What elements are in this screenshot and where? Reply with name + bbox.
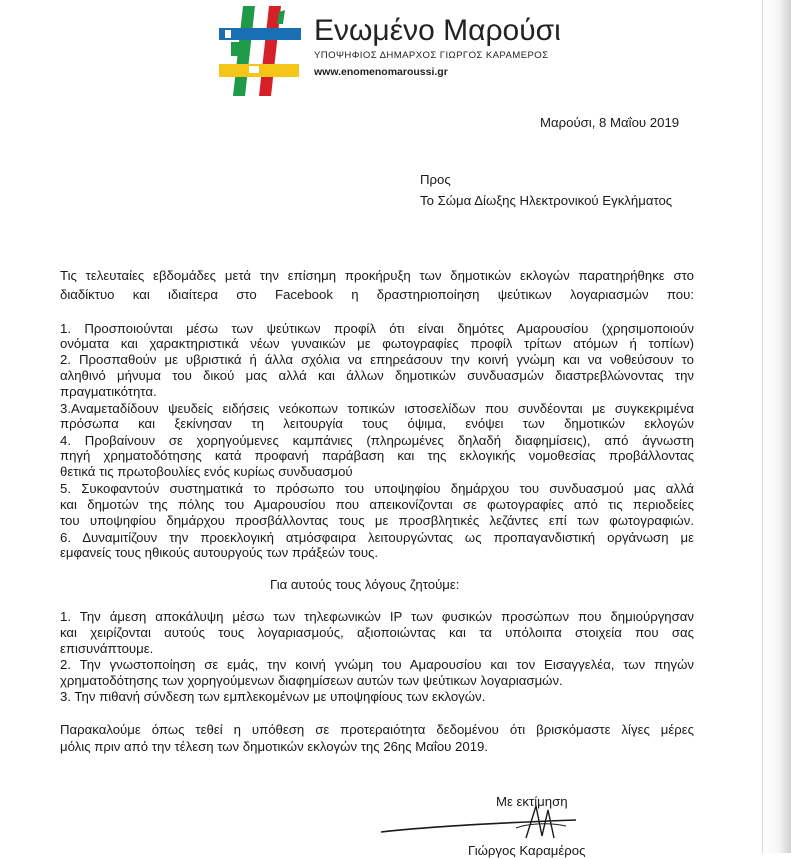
- organization-subtitle: ΥΠΟΨΗΦΙΟΣ ΔΗΜΑΡΧΟΣ ΓΙΩΡΓΟΣ ΚΑΡΑΜΕΡΟΣ: [314, 50, 549, 61]
- point-line: πρόσωπα και ξεκίνησαν τη λειτουργία τους όψιμα, ενόψει των δημοτικών εκλογών: [60, 416, 694, 431]
- point-line: πραγματικότητα.: [60, 384, 157, 399]
- closing-line: μόλις πριν από την τέλεση των δημοτικών εκλογών της 26ης Μαΐου 2019.: [60, 739, 489, 754]
- request-line: και χειρίζονται αυτούς τους λογαριασμούς, αξιοποιώντας και τα υπόλοιπα στοιχεία που σας: [60, 625, 694, 640]
- point-line: 3.Αναμεταδίδουν ψευδείς ειδήσεις νεόκοπων τοπικών ιστοσελίδων που συνδέονται με συγκεκριμένα: [60, 401, 694, 416]
- recipient-to: Προς: [420, 172, 451, 187]
- point-line: και δημοτών της πόλης του Αμαρουσίου που απεικονίζονται σε φωτογραφίες από τις περιοδείες: [60, 497, 694, 512]
- point-line: αληθινό μήνυμα του δικού μας αλλά και άλλων δημοτικών συνδυασμών διαστρεβλώνοντας την: [60, 368, 694, 383]
- organization-website: www.enomenomaroussi.gr: [314, 66, 448, 78]
- request-line: 3. Την πιθανή σύνδεση των εμπλεκομένων με υποψηφίους των εκλογών.: [60, 689, 486, 704]
- closing-line: Παρακαλούμε όπως τεθεί η υπόθεση σε προτεραιότητα δεδομένου ότι βρισκόμαστε λίγες μέρες: [60, 722, 694, 737]
- point-line: 2. Προσπαθούν με υβριστικά ή άλλα σχόλια να επηρεάσουν την κοινή γνώμη και να νοθεύσουν το: [60, 352, 694, 367]
- point-line: θετικά τις πρωτοβουλίες ενός κυρίως συνδυασμού: [60, 464, 353, 479]
- point-line: 6. Δυναμιτίζουν την προεκλογική ατμόσφαιρα λειτουργώντας ως προπαγανδιστική οργάνωση με: [60, 530, 694, 545]
- point-line: 5. Συκοφαντούν συστηματικά το πρόσωπο του υποψηφίου δημάρχου του συνδυασμού μας αλλά: [60, 481, 694, 496]
- organization-name: Ενωμένο Μαρούσι: [314, 14, 561, 47]
- scan-shadow: [761, 0, 791, 853]
- signoff: Με εκτίμηση: [496, 794, 568, 809]
- point-line: 1. Προσποιούνται μέσω των ψεύτικων προφίλ ότι είναι δημότες Αμαρουσίου (χρησιμοποιούν: [60, 321, 694, 336]
- recipient-name: Το Σώμα Δίωξης Ηλεκτρονικού Εγκλήματος: [420, 193, 673, 208]
- request-line: 1. Την άμεση αποκάλυψη μέσω των τηλεφωνικών IP των φυσικών προσώπων που δημιούργησαν: [60, 609, 694, 624]
- request-line: επισυνάπτουμε.: [60, 641, 154, 656]
- point-line: 4. Προβαίνουν σε χορηγούμενες καμπάνιες (πληρωμένες δηλαδή διαφημίσεις), από άγνωστη: [60, 433, 694, 448]
- request-line: χρηματοδότησης των χορηγούμενων διαφημίσεων αυτών των ψεύτικων λογαριασμών.: [60, 673, 563, 688]
- intro-line: διαδίκτυο και ιδιαίτερα στο Facebook η δραστηριοποίηση ψεύτικων λογαριασμών που:: [60, 287, 694, 302]
- request-line: 2. Την γνωστοποίηση σε εμάς, την κοινή γνώμη του Αμαρουσίου και τον Εισαγγελέα, των πηγών: [60, 657, 694, 672]
- signer-name: Γιώργος Καραμέρος: [468, 843, 586, 858]
- intro-line: Τις τελευταίες εβδομάδες μετά την επίσημη προκήρυξη των δημοτικών εκλογών παρατηρήθηκε στο: [60, 268, 694, 283]
- hashtag-logo-icon: [219, 6, 305, 96]
- requests-heading: Για αυτούς τους λόγους ζητούμε:: [270, 577, 460, 592]
- point-line: ονόματα και χαρακτηριστικά νέων γυναικών με φωτογραφίες προφίλ τρίτων ατόμων ή τοπίων): [60, 336, 694, 351]
- point-line: εμφανείς τους ηθικούς αυτουργούς των πράξεών τους.: [60, 545, 379, 560]
- letter-date: Μαρούσι, 8 Μαΐου 2019: [540, 115, 680, 130]
- point-line: του υποψηφίου δημάρχου προσβάλλοντας τους με προσβλητικές λεζάντες επί των φωτογραφιών.: [60, 513, 694, 528]
- point-line: πηγή χρηματοδότησης κατά προφανή παράβαση και της εκλογικής νομοθεσίας προβάλλοντας: [60, 448, 694, 463]
